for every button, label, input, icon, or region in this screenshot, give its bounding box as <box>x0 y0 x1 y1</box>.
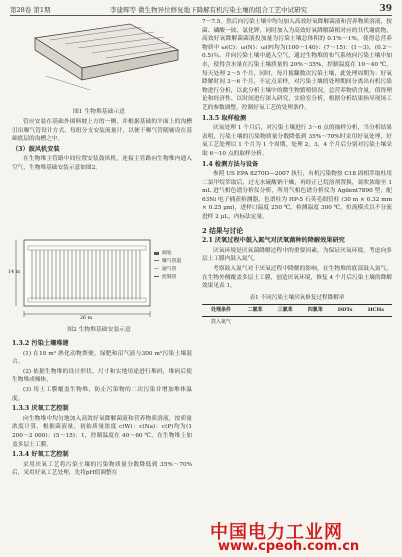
section-heading: 1.4 检测方法与设备 <box>202 160 259 168</box>
left-column-upper <box>12 118 192 174</box>
paragraph: (3) 用土工膜覆盖生物堆，防止污染物的二次污染并增加堆体温度。 <box>12 386 192 402</box>
table-cell <box>270 317 300 328</box>
table-header-cell: 二氯苯 <box>247 307 263 314</box>
table-cell: 鼓入氮气 <box>210 319 231 325</box>
header-rule <box>10 15 392 16</box>
section-heading: 2.1 厌氧过程中鼓入氮气对厌氧菌种的降解效果研究 <box>202 237 345 245</box>
figure-2-label-vent: 通气管 <box>162 267 177 272</box>
table-header-cell: DDTs <box>337 307 353 314</box>
figure-2-dim-width: 26 m <box>80 316 93 321</box>
watermark-title: 中国电力工业网 <box>210 522 343 543</box>
table-cell <box>330 317 360 328</box>
paragraph: 在生物堆主管路中间位置安装鼓风机，连接主管路向生物堆内通入空气，生物堆基础安装示意如图2。 <box>12 156 192 171</box>
paragraph: (1) 在10 m³ 熟化动物粪便、绿肥和沼气液与300 m³污染土壤混合。 <box>12 350 192 366</box>
figure-1-caption: 图1 生物堆基础示意 <box>73 109 125 115</box>
paragraph: 采用厌氧工艺将污染土壤的污染物质量分数降低到 35%～70% 后，采用好氧工艺处理，先将pH值调整在 <box>12 461 192 477</box>
paragraph: 管应安装在基础外围料坡上方的一侧，并根据基础的平面上的沟槽引出曝气管设计方式。每组分支安装流量计，以便于曝气管随辅设在基础底层的沟槽之中。 <box>12 119 192 143</box>
section-heading: 1.3.4 好氧工艺控制 <box>12 451 69 459</box>
paragraph: 厌氧环境是厌氧菌降解过程中的重要因素，为保证厌氧环境，考虑向多层土工膜内鼓入氮气。 <box>202 247 392 263</box>
results-table <box>202 304 392 327</box>
table-caption: 表1 不同污染土壤厌氧修复过程降解率 <box>249 294 345 301</box>
table-cell <box>300 317 330 328</box>
paragraph: 向生物堆中均匀地加入高效好氧降解菌液和营养物质溶液，按质量浓度计算，根据菌液量、初始质量浓度 c(W)：c(Na)：c(P)均为(1 200～2 000)：(5～15)：1，控制温度在 40～60 ℃，在生物堆上加盖多层土工膜。 <box>12 415 192 448</box>
figure-1-drawing <box>10 20 188 102</box>
paragraph: 参照 US EPA 8270D—2007 执行，有机污染物按 C18 固相萃取柱用二氯甲烷萃取后，过无水硫酸钠干燥，再经正己烷溶剂置换，氮吹浓缩至 1 mL 进气相色谱分析仪分析，所用气相色谱分析仪为 Agilent7890 型，配 63Ni 电子捕获检测器，色谱柱为 HP-5 石英毛细管柱 (30 m × 0.32 mm × 0.25 μm)，进样口温度 250 ℃，检测温度 300 ℃，恒流模式以不分流进样 2 μL，内标法定量。 <box>202 171 392 221</box>
table-cell <box>240 317 270 328</box>
section-heading: 1.3.5 取样检测 <box>202 114 247 122</box>
page-number: 39 <box>379 4 392 14</box>
figure-2-label-valve: 阀室 <box>162 251 172 256</box>
figure-2-label-aeration: 曝气管道 <box>162 259 182 264</box>
table-header-row <box>202 305 392 317</box>
figure-2-label-control: 控制管 <box>162 275 177 280</box>
section-heading: 1.3.3 厌氧工艺控制 <box>12 405 69 413</box>
table-header-cell: HCHs <box>367 307 385 314</box>
figure-1 <box>10 20 188 115</box>
running-title: 李建辉等 微生物异位修复地下降解有机污染土壤的组合工艺中试研究 <box>110 6 308 14</box>
figure-2 <box>10 232 188 332</box>
figure-2-dim-height: 14 m <box>8 270 21 275</box>
table-header-cell: 处理条件 <box>210 307 231 314</box>
issue-number: 第28卷 第1期 <box>10 6 51 14</box>
right-column <box>202 18 392 328</box>
table-row <box>202 317 392 328</box>
table-cell <box>360 317 392 328</box>
paragraph: 厌氧处理 1 个月后，对污染土壤进行 3～6 点的抽样分析，当分析结果表明，污染土壤的污染物质量分数降低到 35%～70%时采用好氧处理，好氧工艺处理以 1 个月为 1 个周期，处理 2，3，4 个月后分别对污染土壤采取 6～10 点的取样分析。 <box>202 125 392 157</box>
figure-2-caption: 图2 生物堆基础安装示意 <box>67 327 131 333</box>
paragraph: 7～7.5。然后向污染土壤中均匀加入高效好氧降解菌液和营养物质溶液，按菌、磷酸一铵、氯化钾，同时加入为高效好氧降解菌相对应的共代谢底物，高效好氧降解菌菌液投加量为污染土壤总体积的 0.1%～1%，使得总营养物质中 ω(C)：ω(N)：ω(P)均为(100～140)：(7～15)：(1～3)，(0.2～0.5)％。并向污染土壤中通入空气，通过生物堆的布气系统向污染土壤中加水，使得含水量在污染土壤质量的 20%～35%，控制温度在 10～40 ℃，每天处理 2～5 个月，同时，每月搅翻数次污染土壤，此处理周期为：好氧降解时间 3～6 个月，不定点采样，对污染土壤的处理期间分离出有机污染物进行分析，以此分析土壤中的微生物繁殖情况，总营养物质含量，值得理论和经济性、以时间进行深入研究，实验室分析，根据分析结果指导现场工艺的参数调整，控制好氧工艺的处理条件。 <box>202 19 392 111</box>
table-header-cell: 三氯苯 <box>277 307 293 314</box>
table-header-cell: 四氯苯 <box>307 307 323 314</box>
watermark-url: www.cpeoh.com.cn <box>218 539 360 554</box>
left-column-lower <box>12 338 192 479</box>
paragraph: (2) 依据生物堆的设计形状、尺寸和实地用途进行堆码，堆码后使生物堆成梯体。 <box>12 368 192 384</box>
section-heading: 1.3.2 污染土壤堆建 <box>12 340 69 347</box>
section-heading: （3）鼓风机安装 <box>12 145 60 153</box>
paragraph: 考察鼓入氮气对于厌氧过程中降解的影响，在生物堆的底部鼓入氮气，在生物外侧覆盖多层土工膜，创造厌氧环境，修复 4 个月后污染土壤的降解效果见表 1。 <box>202 266 392 290</box>
section-heading-major: 2 结果与讨论 <box>202 226 244 235</box>
